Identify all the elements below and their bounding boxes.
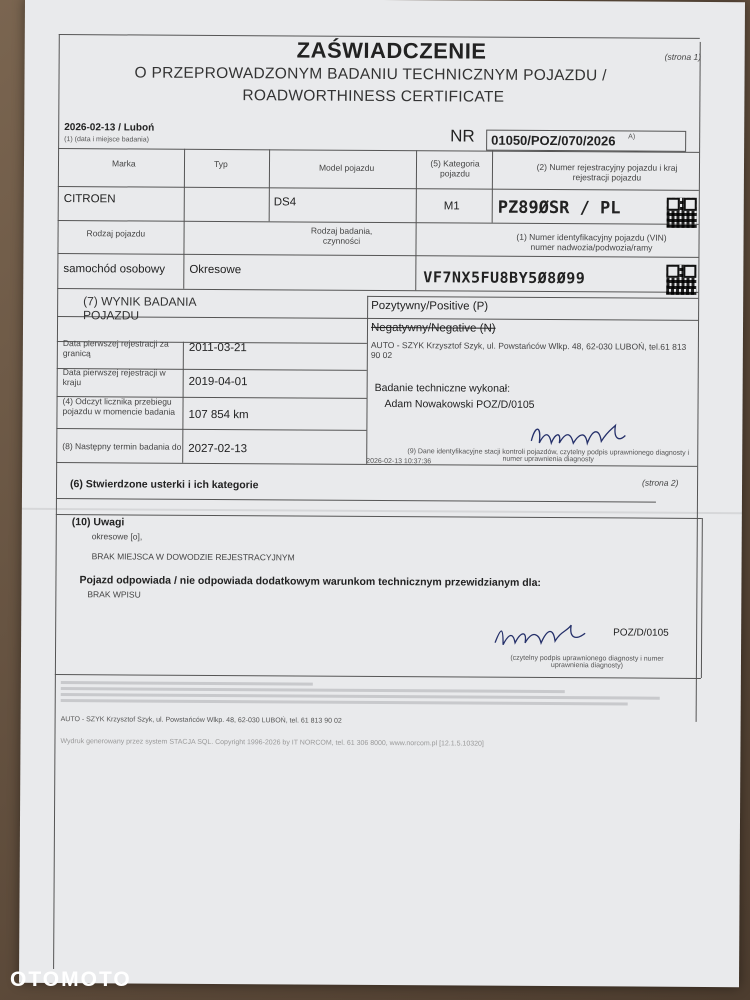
row-line [57,253,698,258]
label-next-inspection: (8) Następny termin badania do [62,441,182,452]
row-line [57,288,698,293]
result-negative: Negatywny/Negative (N) [370,321,496,335]
date-place-label: (1) (data i miejsce badania) [64,136,149,144]
footer-copyright: Wydruk generowany przez system STACJA SQL. Copyright 1996-2026 by IT NORCOM, tel. 61 306 8000, www.norcom.pl [12.1.5.10320] [60,738,484,748]
frame-left [53,34,60,969]
remarks-line-1: okresowe [o], [91,531,143,542]
station-info: AUTO - SZYK Krzysztof Szyk, ul. Powstańców Wlkp. 48, 62-030 LUBOŃ, tel.61 813 90 02 [370,339,687,361]
nr-suffix: A) [628,133,636,141]
label-first-reg-country: Data pierwszej rejestracji w kraju [62,367,166,388]
col-line [182,342,184,463]
station-note: (9) Dane identyfikacyjne stacji kontroli pojazdów, czytelny podpis uprawnionego diagnosty i numer uprawnienia diagnosty [407,448,690,464]
conformity-statement: Pojazd odpowiada / nie odpowiada dodatkowym warunkom technicznym przewidzianym dla: [79,574,541,589]
subtitle-pl: O PRZEPROWADZONYM BADANIU TECHNICZNYM POJAZDU / [134,64,607,85]
col-line [269,149,270,221]
page-number-2: (strona 2) [642,477,679,488]
label-odometer: (4) Odczyt licznika przebiegu pojazdu w momencie badania [62,396,175,417]
value-vin: VF7NX5FU8BY5Ø8Ø99 [423,268,586,288]
row-line [56,428,366,431]
label-first-reg-abroad: Data pierwszej rejestracji za granicą [62,338,169,359]
label-vin: (1) Numer identyfikacyjny pojazdu (VIN) numer nadwozia/podwozia/ramy [516,231,667,253]
nr-label: NR [450,126,475,146]
col-line [183,149,185,289]
page-number-1: (strona 1) [664,51,702,62]
row-line [58,220,699,225]
col-header-model: Model pojazdu [318,162,375,173]
value-model: DS4 [273,196,297,209]
certificate-number: 01050/POZ/070/2026 [486,130,686,152]
certificate-paper [19,0,745,987]
value-marka: CITROEN [63,193,116,206]
value-next-inspection: 2027-02-13 [188,442,248,456]
col-header-marka: Marka [111,158,136,169]
qr-code-icon [666,265,696,295]
timestamp: 2026-02-13 10:37:36 [366,457,432,466]
col-header-typ: Typ [213,158,228,170]
diagnostician-number: POZ/D/0105 [613,627,669,639]
footer-station: AUTO - SZYK Krzysztof Szyk, ul. Powstańców Wlkp. 48, 62-030 LUBOŃ, tel. 61 813 90 02 [60,716,342,725]
value-registration: PZ89ØSR / PL [497,197,621,219]
subtitle-en: ROADWORTHINESS CERTIFICATE [242,87,505,106]
col-header-rejestr: (2) Numer rejestracyjny pojazdu i kraj rejestracji pojazdu [536,161,678,183]
value-rodzaj: samochód osobowy [63,263,166,276]
sign-note: (czytelny podpis uprawnionego diagnosty i numer uprawnienia diagnosty) [510,654,664,670]
row-line [58,186,699,191]
col-header-kategoria: (5) Kategoria pojazdu [430,158,480,179]
date-place: 2026-02-13 / Luboń [64,122,155,134]
page-title: ZAŚWIADCZENIE [296,37,487,64]
brak-wpisu: BRAK WPISU [87,589,141,600]
remarks-label: (10) Uwagi [71,516,125,529]
col-line [415,150,417,290]
legal-fine-print [61,678,691,718]
signature-remarks [491,621,591,652]
qr-code-icon [667,198,697,228]
performed-by-label: Badanie techniczne wykonał: [374,381,511,395]
col-line [701,518,703,678]
value-kategoria: M1 [443,200,460,213]
frame-right [696,42,701,722]
col-line [492,151,493,223]
result-positive: Pozytywny/Positive (P) [371,299,489,313]
performed-by: Adam Nowakowski POZ/D/0105 [384,398,535,411]
row-line [56,514,702,519]
col-line [366,296,368,464]
value-first-reg-country: 2019-04-01 [188,375,248,389]
label-rodzaj: Rodzaj pojazdu [86,228,146,239]
remarks-line-2: BRAK MIEJSCA W DOWODZIE REJESTRACYJNYM [91,551,295,563]
signature-diagnostician [527,421,637,452]
row-line [56,498,656,503]
label-rodzaj-badania: Rodzaj badania, czynności [310,225,373,246]
value-first-reg-abroad: 2011-03-21 [188,341,247,355]
result-label: (7) WYNIK BADANIA POJAZDU [83,294,196,323]
value-rodzaj-badania: Okresowe [189,263,242,277]
value-odometer: 107 854 km [188,408,249,422]
defects-label: (6) Stwierdzone usterki i ich kategorie [70,478,259,492]
otomoto-logo: OTOMOTO [10,968,132,991]
row-line [367,296,698,299]
